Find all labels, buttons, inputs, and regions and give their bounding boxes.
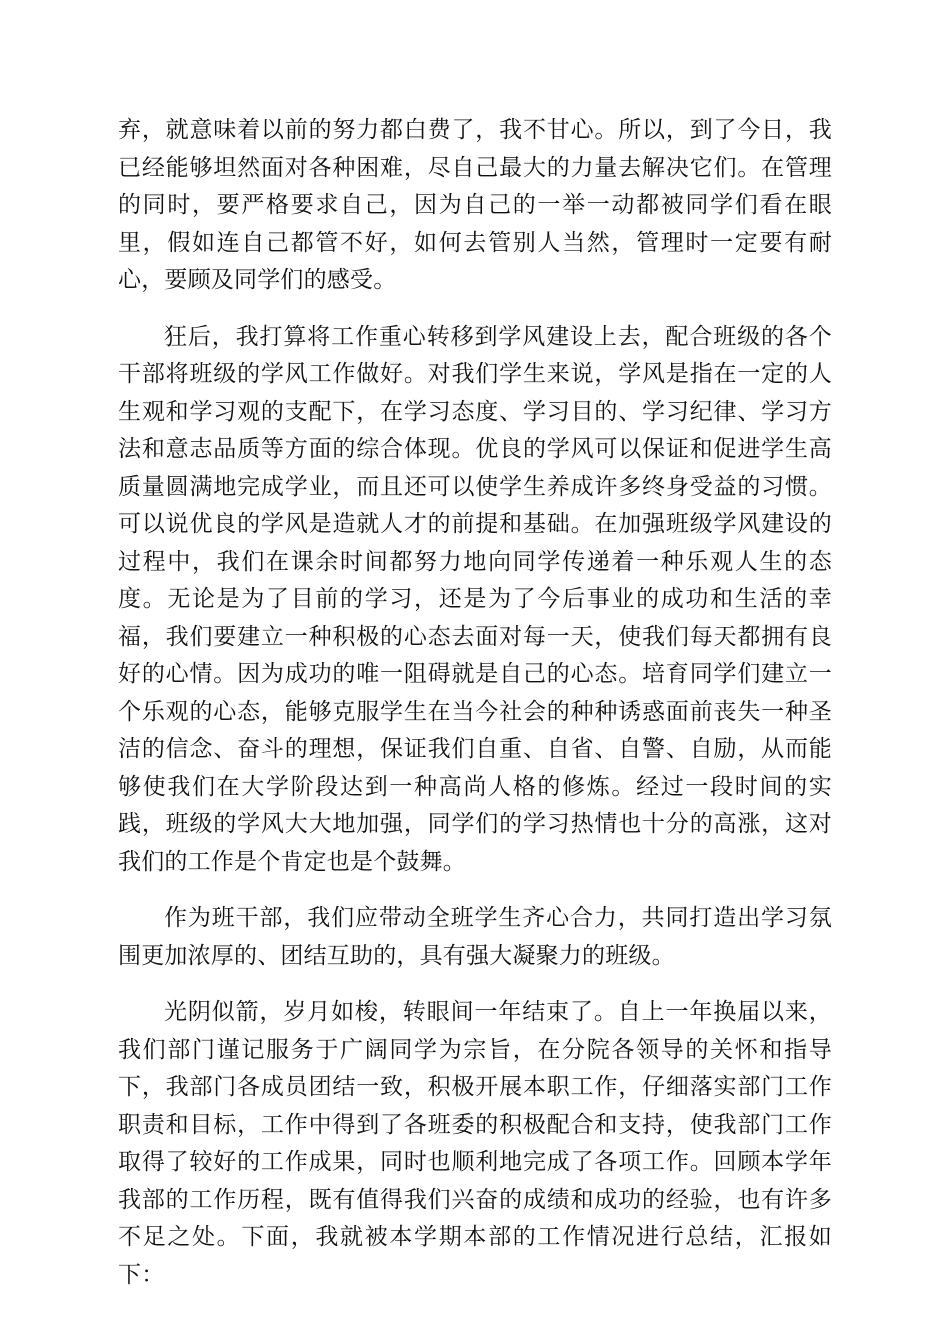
paragraph-class-cadre: 作为班干部，我们应带动全班学生齐心合力，共同打造出学习氛围更加浓厚的、团结互助的，具有强大凝聚力的班级。 [118,905,832,969]
paragraph-continuation: 弃，就意味着以前的努力都白费了，我不甘心。所以，到了今日，我已经能够坦然面对各种困难，尽自己最大的力量去解决它们。在管理的同时，要严格要求自己，因为自己的一举一动都被同学们看在眼里，假如连自己都管不好，如何去管别人当然，管理时一定要有耐心，要顾及同学们的感受。 [118,117,832,293]
paragraph-study-style: 狂后，我打算将工作重心转移到学风建设上去，配合班级的各个干部将班级的学风工作做好。对我们学生来说，学风是指在一定的人生观和学习观的支配下，在学习态度、学习目的、学习纪律、学习方法和意志品质等方面的综合体现。优良的学风可以保证和促进学生高质量圆满地完成学业，而且还可以使学生养成许多终身受益的习惯。可以说优良的学风是造就人才的前提和基础。在加强班级学风建设的过程中，我们在课余时间都努力地向同学传递着一种乐观人生的态度。无论是为了目前的学习，还是为了今后事业的成功和生活的幸福，我们要建立一种积极的心态去面对每一天，使我们每天都拥有良好的心情。因为成功的唯一阻碍就是自己的心态。培育同学们建立一个乐观的心态，能够克服学生在当今社会的种种诱惑面前丧失一种圣洁的信念、奋斗的理想，保证我们自重、自省、自警、自励，从而能够使我们在大学阶段达到一种高尚人格的修炼。经过一段时间的实践，班级的学风大大地加强，同学们的学习热情也十分的高涨，这对我们的工作是个肯定也是个鼓舞。 [118,323,832,875]
document-body [118,112,832,1294]
paragraph-year-summary: 光阴似箭，岁月如梭，转眼间一年结束了。自上一年换届以来，我们部门谨记服务于广阔同学为宗旨，在分院各领导的关怀和指导下，我部门各成员团结一致，积极开展本职工作，仔细落实部门工作职责和目标，工作中得到了各班委的积极配合和支持，使我部门工作取得了较好的工作成果，同时也顺利地完成了各项工作。回顾本学年我部的工作历程，既有值得我们兴奋的成绩和成功的经验，也有许多不足之处。下面，我就被本学期本部的工作情况进行总结，汇报如下： [118,999,832,1288]
